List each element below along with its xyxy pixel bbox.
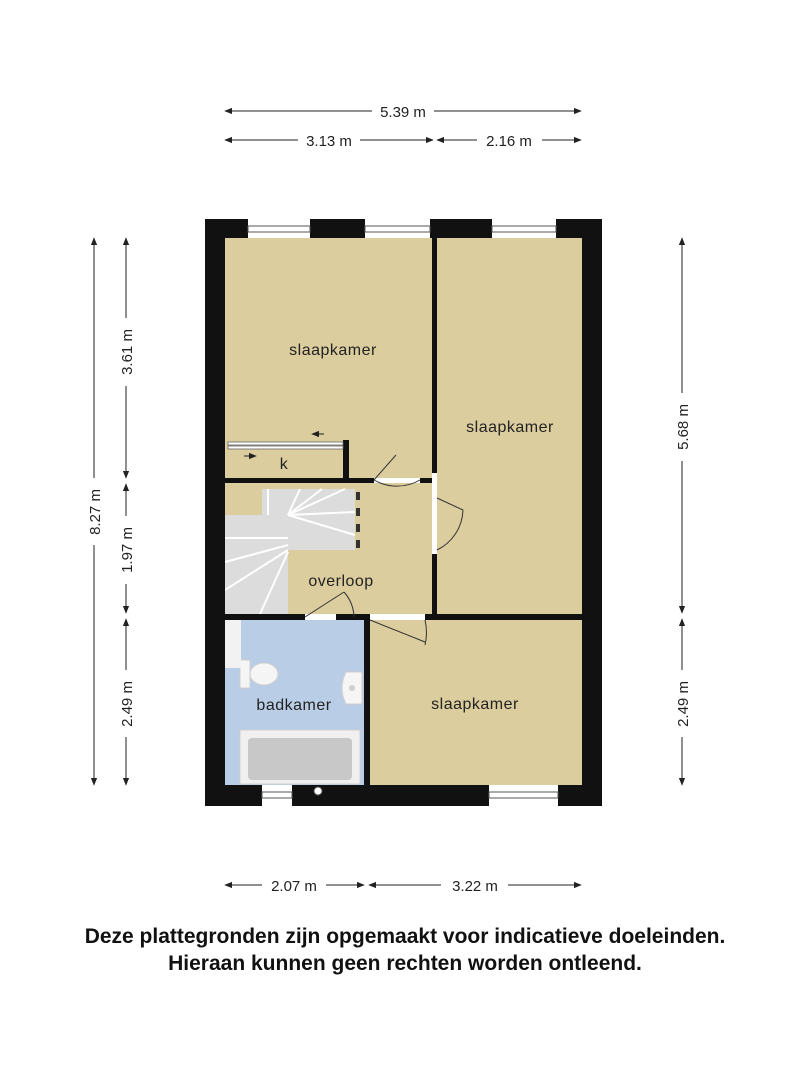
dimension-label: 2.49 m <box>675 681 692 727</box>
dimension-label: 3.13 m <box>306 133 352 150</box>
dimension-right-lower <box>675 619 692 785</box>
room-label-closet: k <box>279 456 289 473</box>
dimension-label: 3.61 m <box>119 329 136 375</box>
room-label-bedroom-top-left: slaapkamer <box>289 342 377 359</box>
room-label-bathroom: badkamer <box>256 697 332 714</box>
bathroom-cabinet <box>225 620 241 668</box>
dimension-left-total <box>87 238 104 785</box>
dimension-label: 2.07 m <box>271 878 317 895</box>
dimension-label: 8.27 m <box>87 489 104 535</box>
dimension-label: 3.22 m <box>452 878 498 895</box>
sink-icon <box>342 672 362 704</box>
dimension-left-middle <box>119 484 136 613</box>
dimension-top-right <box>437 133 581 150</box>
dimension-label: 1.97 m <box>119 527 136 573</box>
disclaimer-line-2: Hieraan kunnen geen rechten worden ontleend. <box>168 952 642 975</box>
dimension-label: 2.49 m <box>119 681 136 727</box>
dimension-label: 5.68 m <box>675 404 692 450</box>
drain-icon <box>314 787 322 795</box>
disclaimer-line-1: Deze plattegronden zijn opgemaakt voor indicatieve doeleinden. <box>84 925 726 948</box>
room-label-bedroom-right: slaapkamer <box>466 419 554 436</box>
room-label-bedroom-bottom: slaapkamer <box>431 696 519 713</box>
dimension-right-upper <box>675 238 692 613</box>
dimension-left-lower <box>119 619 136 785</box>
dimension-label: 2.16 m <box>486 133 532 150</box>
bathtub-icon <box>240 730 360 784</box>
room-label-landing: overloop <box>308 573 374 590</box>
dimension-bottom-right <box>369 878 581 895</box>
dimension-left-upper <box>119 238 136 478</box>
dimension-bottom-left <box>225 878 364 895</box>
dimension-top-total <box>225 104 581 121</box>
dimension-label: 5.39 m <box>380 104 426 121</box>
dimension-top-left <box>225 133 433 150</box>
